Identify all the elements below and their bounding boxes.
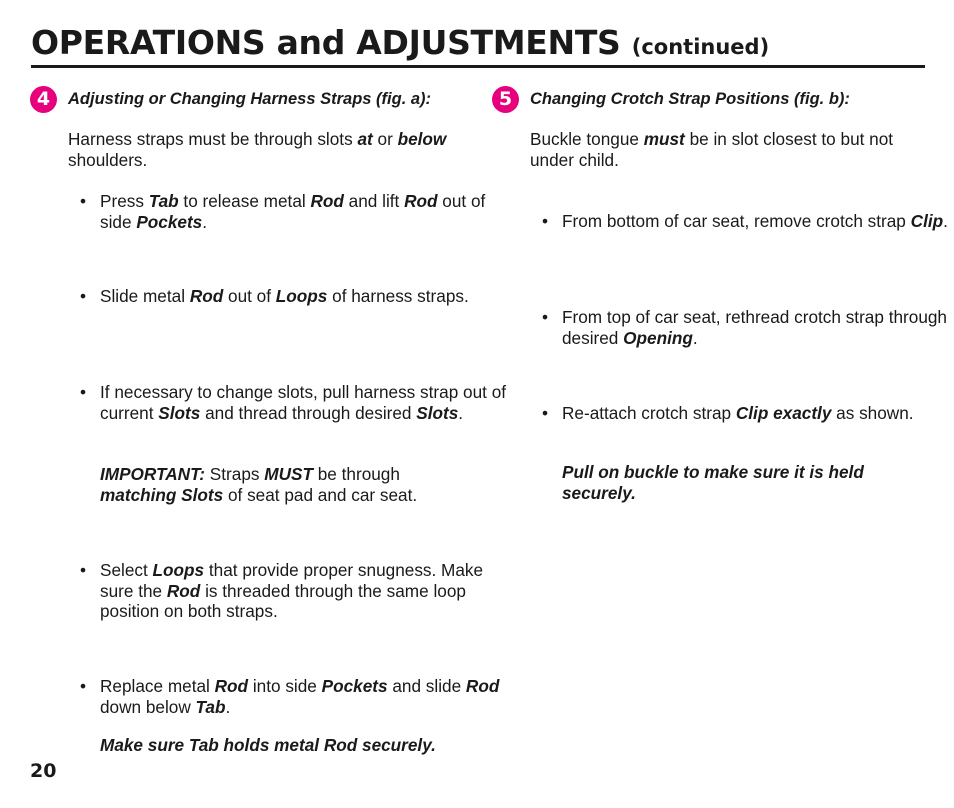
section-4-heading [30, 86, 431, 113]
bullet-slide-rod [68, 286, 510, 307]
emphasis-text: Rod [189, 286, 224, 306]
body-text: From top of car seat, rethread crotch strap through desired [562, 307, 947, 348]
page-number: 20 [30, 760, 57, 782]
emphasis-text: Slots [416, 402, 459, 423]
emphasis-text: Rod [310, 191, 344, 211]
body-text: is threaded through the same loop position on both straps. [100, 580, 466, 621]
body-text: Re-attach crotch strap [562, 403, 736, 423]
body-text: of harness straps. [327, 286, 469, 306]
body-text: Press [100, 191, 149, 211]
body-text: and thread through desired [200, 402, 417, 423]
emphasis-text: Rod [465, 676, 500, 696]
bullet-change-slots [68, 382, 510, 423]
section-heading-text: Changing Crotch Strap Positions (fig. b): [530, 90, 850, 108]
body-text: or [372, 129, 398, 149]
body-text: out of side [100, 191, 486, 232]
emphasis-text: Clip exactly [735, 403, 832, 423]
emphasis-text: below [397, 129, 447, 149]
emphasis-text: IMPORTANT: [100, 464, 206, 484]
body-text: Straps [205, 464, 265, 484]
emphasis-text: Clip [910, 211, 944, 231]
emphasis-text: Make sure Tab holds metal Rod securely. [100, 735, 436, 755]
body-text: into side [248, 676, 322, 696]
title-rule [31, 65, 925, 68]
body-text: shoulders. [68, 149, 148, 170]
emphasis-text: at [357, 129, 373, 149]
section-number-badge: 5 [492, 86, 519, 113]
body-text: If necessary to change slots, pull harness strap out of current [100, 382, 507, 423]
page-title [31, 20, 769, 70]
body-text: of seat pad and car seat. [223, 484, 418, 505]
emphasis-text: Loops [275, 286, 328, 306]
emphasis-text: Tab [148, 191, 179, 211]
section-number-badge: 4 [30, 86, 57, 113]
bullet-reattach-clip [530, 403, 954, 424]
emphasis-text: Slots [158, 402, 201, 423]
emphasis-text: Rod [214, 676, 249, 696]
page-title-suffix: (continued) [631, 35, 770, 59]
section-5-heading [492, 86, 850, 113]
bullet-press-tab [68, 191, 510, 232]
body-text: to release metal [178, 191, 311, 211]
body-text: Harness straps must be through slots [68, 129, 358, 149]
body-text: . [943, 211, 948, 231]
page-title-main: OPERATIONS and ADJUSTMENTS [31, 23, 621, 62]
emphasis-text: MUST [264, 464, 313, 484]
body-text: Buckle tongue [530, 129, 644, 149]
emphasis-text: matching Slots [100, 484, 224, 505]
bullet-rethread-strap [530, 307, 954, 348]
body-text: out of [223, 286, 276, 306]
bullet-remove-clip [530, 211, 954, 232]
body-text: as shown. [831, 403, 914, 423]
important-note [100, 464, 480, 505]
body-text: Replace metal [100, 676, 215, 696]
body-text: and lift [343, 191, 405, 211]
body-text: . [458, 402, 464, 423]
body-text: Select [100, 560, 153, 580]
emphasis-text: Rod [166, 580, 201, 601]
section-4-intro [68, 129, 488, 170]
emphasis-text: Tab [195, 696, 226, 717]
bullet-select-loops [68, 560, 510, 622]
emphasis-text: Rod [404, 191, 438, 211]
section-heading-text: Adjusting or Changing Harness Straps (fig. a): [68, 90, 432, 108]
emphasis-text: Pull on buckle to make sure it is held securely. [562, 462, 864, 503]
emphasis-text: Loops [152, 560, 205, 580]
body-text: be through [312, 464, 400, 484]
section-5-intro [530, 129, 920, 170]
body-text: and slide [387, 676, 466, 696]
body-text: be in slot closest to but not under child. [530, 129, 894, 170]
body-text: . [692, 327, 698, 348]
securely-note [100, 735, 500, 756]
body-text: down below [100, 696, 196, 717]
emphasis-text: Pockets [136, 211, 203, 232]
body-text: From bottom of car seat, remove crotch strap [562, 211, 911, 231]
body-text: that provide proper snugness. Make sure the [100, 560, 484, 601]
emphasis-text: must [643, 129, 685, 149]
body-text: Slide metal [100, 286, 190, 306]
bullet-replace-rod [68, 676, 510, 717]
emphasis-text: Pockets [321, 676, 388, 696]
body-text: . [202, 211, 208, 232]
body-text: . [225, 696, 231, 717]
pull-buckle-note [562, 462, 922, 503]
emphasis-text: Opening [623, 327, 693, 348]
